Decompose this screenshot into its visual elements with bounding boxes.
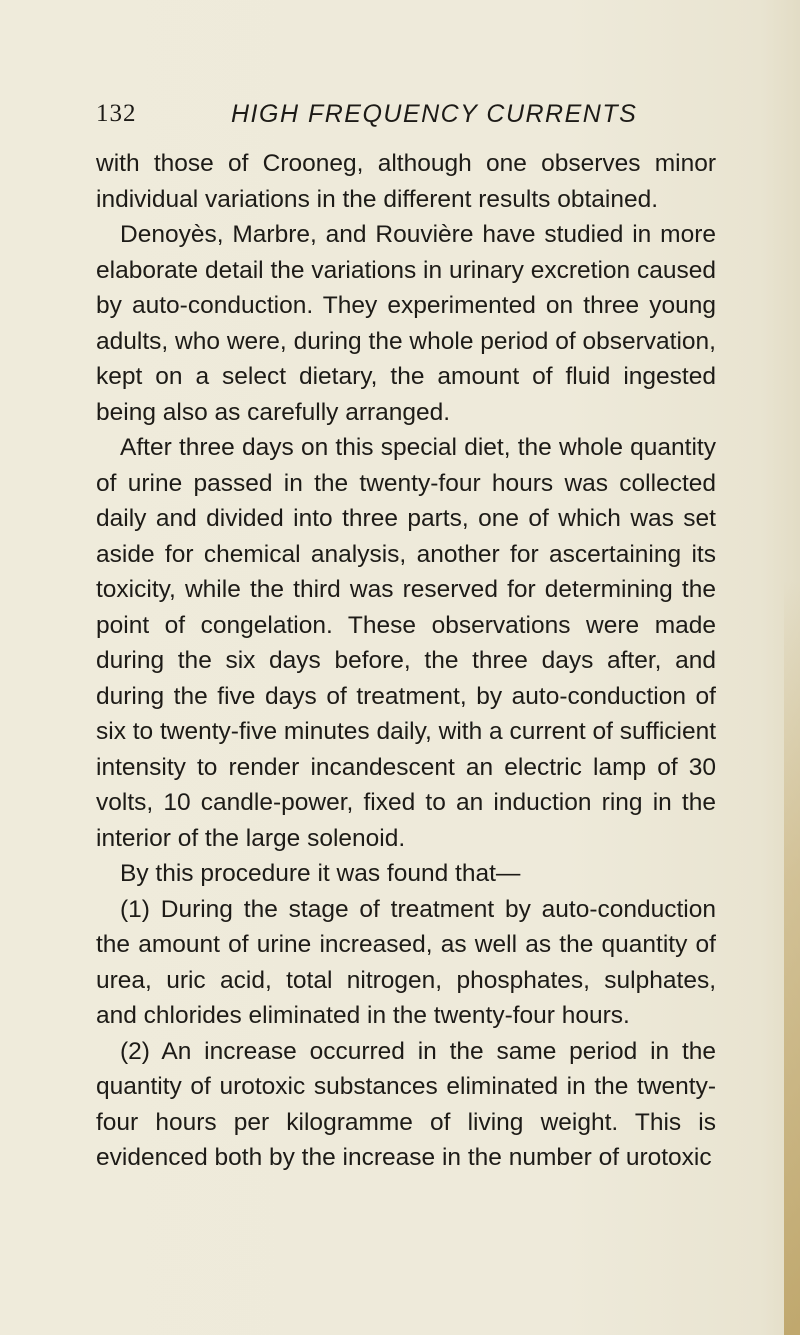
paragraph-finding-2: (2) An increase occurred in the same period in the quantity of urotoxic substances eliminated in the twenty-four hours per kilogramme of living weight. This is evidenced both by the increase in the number of urotoxic: [96, 1037, 716, 1171]
page-number: 132: [96, 100, 137, 127]
paragraph-procedure-intro: By this procedure it was found that—: [120, 860, 521, 887]
running-title: HIGH FREQUENCY CURRENTS: [231, 100, 638, 128]
paragraph-continuation: with those of Crooneg, although one observes minor individual variations in the different results obtained.: [96, 150, 716, 213]
paragraph-denoyes-study: Denoyès, Marbre, and Rouvière have studied in more elaborate detail the variations in urinary excretion caused by auto-conduction. They experimented on three young adults, who were, during the whole period of observation, kept on a select dietary, the amount of fluid ingested being also as carefully arranged.: [96, 221, 716, 426]
paragraph-finding-1: (1) During the stage of treatment by auto-conduction the amount of urine increased, as well as the quantity of urea, uric acid, total nitrogen, phosphates, sulphates, and chlorides eliminated in the twenty-four hours.: [96, 895, 716, 1029]
paragraph-special-diet: After three days on this special diet, the whole quantity of urine passed in the twenty-four hours was collected daily and divided into three parts, one of which was set aside for chemical analysis, another for ascertaining its toxicity, while the third was reserved for determining the point of congelation. These observations were made during the six days before, the three days after, and during the five days of treatment, by auto-conduction of six to twenty-five minutes daily, with a current of sufficient intensity to render incandescent an electric lamp of 30 volts, 10 candle-power, fixed to an induction ring in the interior of the large solenoid.: [96, 434, 717, 852]
page-edge-stain: [784, 580, 800, 1335]
page-header: [96, 97, 716, 131]
body-text: [96, 146, 716, 1176]
